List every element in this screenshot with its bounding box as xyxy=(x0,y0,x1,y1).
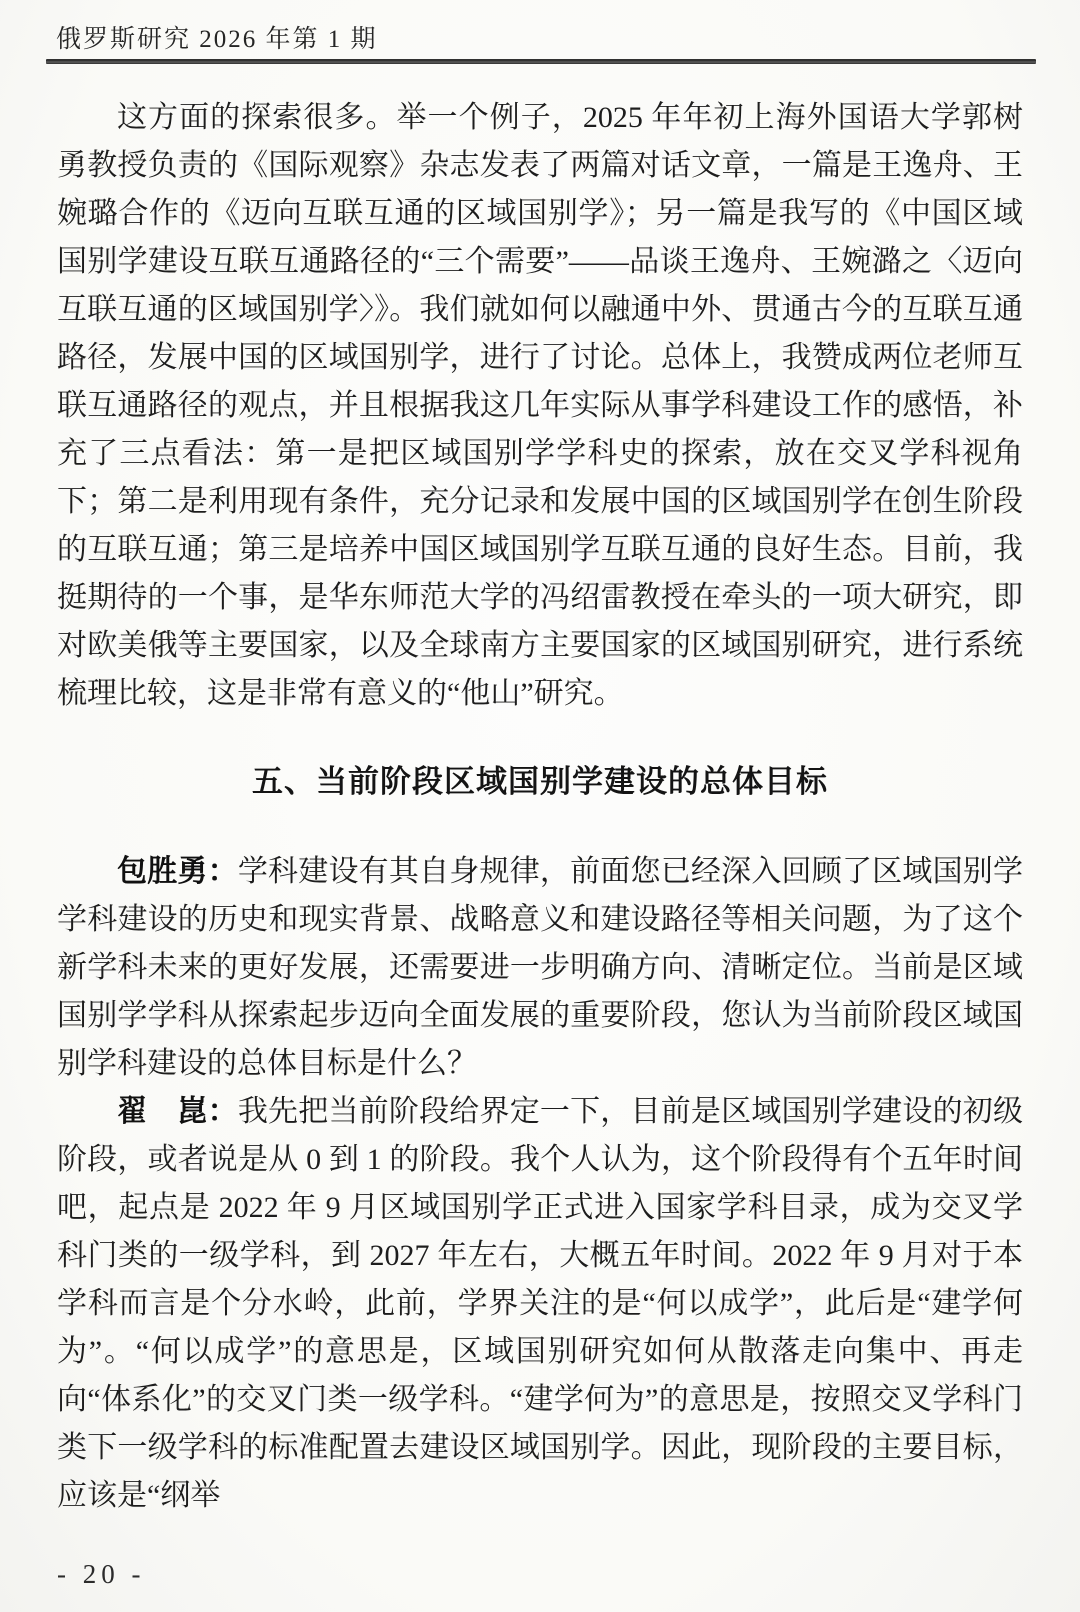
section-heading: 五、当前阶段区域国别学建设的总体目标 xyxy=(252,764,828,799)
speaker-zhai-kun: 翟 崑： xyxy=(117,1095,238,1128)
speaker-bao-shengyong: 包胜勇： xyxy=(117,855,238,888)
paragraph-question xyxy=(57,848,1023,1088)
page-number: - 20 - xyxy=(57,1559,146,1589)
journal-title: 俄罗斯研究 2026 年第 1 期 xyxy=(56,26,378,53)
dialog-answer-text: 我先把当前阶段给界定一下，目前是区域国别学建设的初级阶段，或者说是从 0 到 1 的阶段。我个人认为，这个阶段得有个五年时间吧，起点是 2022 年 9 月区域国别学正式进入国家学科目录，成为交叉学科门类的一级学科，到 2027 年左右，大概五年时间。2022 年 9 月对于本学科而言是个分水岭，此前，学界关注的是“何以成学”，此后是“建学何为”。“何以成学”的意思是，区域国别研究如何从散落走向集中、再走向“体系化”的交叉门类一级学科。“建学何为”的意思是，按照交叉学科门类下一级学科的标准配置去建设区域国别学。因此，现阶段的主要目标，应该是“纲举 xyxy=(57,1095,1023,1512)
page-body xyxy=(57,94,1023,1520)
header-rule xyxy=(46,59,1036,64)
paragraph-intro: 这方面的探索很多。举一个例子，2025 年年初上海外国语大学郭树勇教授负责的《国际观察》杂志发表了两篇对话文章，一篇是王逸舟、王婉璐合作的《迈向互联互通的区域国别学》；另一篇是我写的《中国区域国别学建设互联互通路径的“三个需要”——品谈王逸舟、王婉潞之〈迈向互联互通的区域国别学〉》。我们就如何以融通中外、贯通古今的互联互通路径，发展中国的区域国别学，进行了讨论。总体上，我赞成两位老师互联互通路径的观点，并且根据我这几年实际从事学科建设工作的感悟，补充了三点看法：第一是把区域国别学学科史的探索，放在交叉学科视角下；第二是利用现有条件，充分记录和发展中国的区域国别学在创生阶段的互联互通；第三是培养中国区域国别学互联互通的良好生态。目前，我挺期待的一个事，是华东师范大学的冯绍雷教授在牵头的一项大研究，即对欧美俄等主要国家，以及全球南方主要国家的区域国别研究，进行系统梳理比较，这是非常有意义的“他山”研究。 xyxy=(57,101,1023,710)
page-header xyxy=(46,26,1036,64)
dialog-question-text: 学科建设有其自身规律，前面您已经深入回顾了区域国别学学科建设的历史和现实背景、战略意义和建设路径等相关问题，为了这个新学科未来的更好发展，还需要进一步明确方向、清晰定位。当前是区域国别学学科从探索起步迈向全面发展的重要阶段，您认为当前阶段区域国别学科建设的总体目标是什么？ xyxy=(57,855,1023,1080)
page-footer xyxy=(57,1559,145,1590)
paragraph-answer xyxy=(57,1088,1023,1520)
